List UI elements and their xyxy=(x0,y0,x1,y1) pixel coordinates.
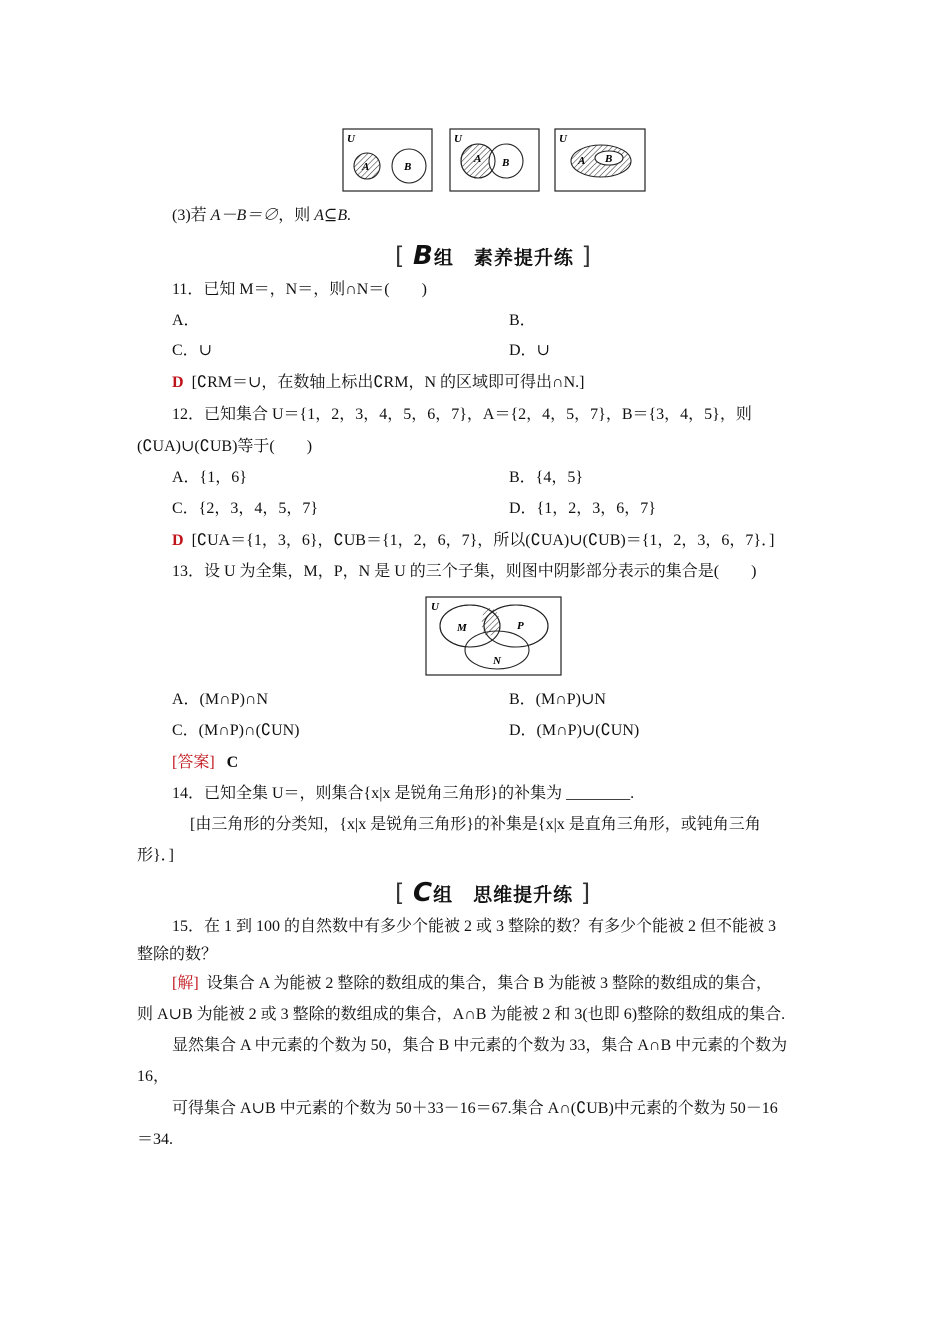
bracket-open: [ xyxy=(395,242,406,270)
q13-universe-label: U xyxy=(431,601,439,613)
q15-solution-line2: 则 A∪B 为能被 2 或 3 整除的数组成的集合，A∩B 为能被 2 和 3(也即 6)整除的数组成的集合. xyxy=(137,1006,786,1023)
q12-option-d: D．{1，2，3，6，7} xyxy=(509,500,656,517)
q14-solution-line1: [由三角形的分类知，{x|x 是锐角三角形}的补集是{x|x 是直角三角形，或钝角三角 xyxy=(190,816,761,833)
q12-answer-line xyxy=(172,530,774,552)
bracket-close: ] xyxy=(580,879,592,907)
section-c-header xyxy=(395,879,591,909)
q13-option-a: A．(M∩P)∩N xyxy=(172,691,269,708)
q10-part3 xyxy=(172,205,351,227)
venn-set-b-label: B xyxy=(502,157,510,169)
venn-set-b-label: B xyxy=(605,153,613,165)
bracket-open: [ xyxy=(395,879,406,907)
q13-option-c: C．(M∩P)∩(∁UN) xyxy=(172,722,300,739)
q13-answer-label: [答案] xyxy=(172,754,215,771)
venn-universe-label: U xyxy=(559,133,567,145)
q11-solution: [∁RM＝∪，在数轴上标出∁RM，N 的区域即可得出∩N.] xyxy=(191,374,585,391)
q15-solution-label: [解] xyxy=(172,975,199,992)
q13-answer-line xyxy=(172,752,238,774)
q15-sol-text1: 设集合 A 为能被 2 整除的数组成的集合，集合 B 为能被 3 整除的数组成的集合， xyxy=(206,975,773,992)
q12-stem-line2: (∁UA)∪(∁UB)等于( ) xyxy=(137,438,313,455)
section-label: 组 思维提升练 xyxy=(433,884,574,906)
bracket-close: ] xyxy=(581,242,592,270)
venn-universe-label: U xyxy=(347,133,355,145)
q15-stem-line1: 15．在 1 到 100 的自然数中有多少个能被 2 或 3 整除的数？有多少个能被 2 但不能被 3 xyxy=(172,918,777,935)
q13-answer: C xyxy=(226,754,239,771)
q12-answer: D xyxy=(172,532,184,549)
q12-solution: [∁UA＝{1，3，6}，∁UB＝{1，2，6，7}，所以(∁UA)∪(∁UB)＝{1，2，3，6，7}．] xyxy=(191,532,775,549)
q15-solution-line4: 16， xyxy=(137,1068,170,1085)
q11-answer-line xyxy=(172,372,584,394)
q13-stem: 13．设 U 为全集，M，P，N 是 U 的三个子集，则图中阴影部分表示的集合是( ) xyxy=(172,563,757,580)
q11-option-c: C．∪ xyxy=(172,342,213,359)
venn-disjoint xyxy=(343,129,432,191)
q12-stem-line1: 12．已知集合 U＝{1，2，3，4，5，6，7}，A＝{2，4，5，7}，B＝{3，4，5}，则 xyxy=(172,406,752,423)
venn-subset xyxy=(555,129,645,191)
q10-math: A－B＝∅ xyxy=(210,207,279,224)
q13-m-label: M xyxy=(457,622,467,634)
q15-solution-line1 xyxy=(172,973,772,995)
section-letter: C xyxy=(413,878,434,908)
section-letter: B xyxy=(413,241,434,271)
q12-option-a: A．{1，6} xyxy=(172,469,247,486)
q10-result: A⊆B. xyxy=(314,207,352,224)
q14-stem: 14．已知全集 U＝，则集合{x|x 是锐角三角形}的补集为 ________. xyxy=(172,785,635,802)
q13-option-d: D．(M∩P)∪(∁UN) xyxy=(509,722,640,739)
venn-diagram-row xyxy=(0,125,950,205)
q15-stem-line2: 整除的数？ xyxy=(137,946,218,963)
q15-solution-line5: 可得集合 A∪B 中元素的个数为 50＋33－16＝67.集合 A∩(∁UB)中元素的个数为 50－16 xyxy=(172,1100,778,1117)
section-label: 组 素养提升练 xyxy=(433,247,574,269)
section-b-header xyxy=(395,242,592,272)
q12-option-c: C．{2，3，4，5，7} xyxy=(172,500,319,517)
venn-set-b-label: B xyxy=(404,161,412,173)
q10-prefix: (3)若 xyxy=(172,207,211,224)
q11-stem: 11．已知 M＝，N＝，则∩N＝( ) xyxy=(172,281,427,298)
q11-option-a: A． xyxy=(172,312,200,329)
q13-venn-diagram xyxy=(0,594,950,684)
venn-overlap xyxy=(450,129,539,191)
q12-option-b: B．{4，5} xyxy=(509,469,584,486)
venn-set-a-label: A xyxy=(578,155,586,167)
q13-option-b: B．(M∩P)∪N xyxy=(509,691,606,708)
q14-solution-line2: 形}．] xyxy=(137,847,175,864)
q13-n-label: N xyxy=(493,655,501,667)
q10-mid: ，则 xyxy=(278,207,315,224)
q15-solution-line6: ＝34. xyxy=(137,1131,174,1148)
venn-set-a-label: A xyxy=(474,153,482,165)
q13-p-label: P xyxy=(517,620,524,632)
q11-option-d: D．∪ xyxy=(509,342,550,359)
venn-set-a-label: A xyxy=(362,161,370,173)
q11-answer: D xyxy=(172,374,184,391)
venn-universe-label: U xyxy=(454,133,462,145)
q11-option-b: B． xyxy=(509,312,536,329)
q15-solution-line3: 显然集合 A 中元素的个数为 50，集合 B 中元素的个数为 33，集合 A∩B 中元素的个数为 xyxy=(172,1037,788,1054)
